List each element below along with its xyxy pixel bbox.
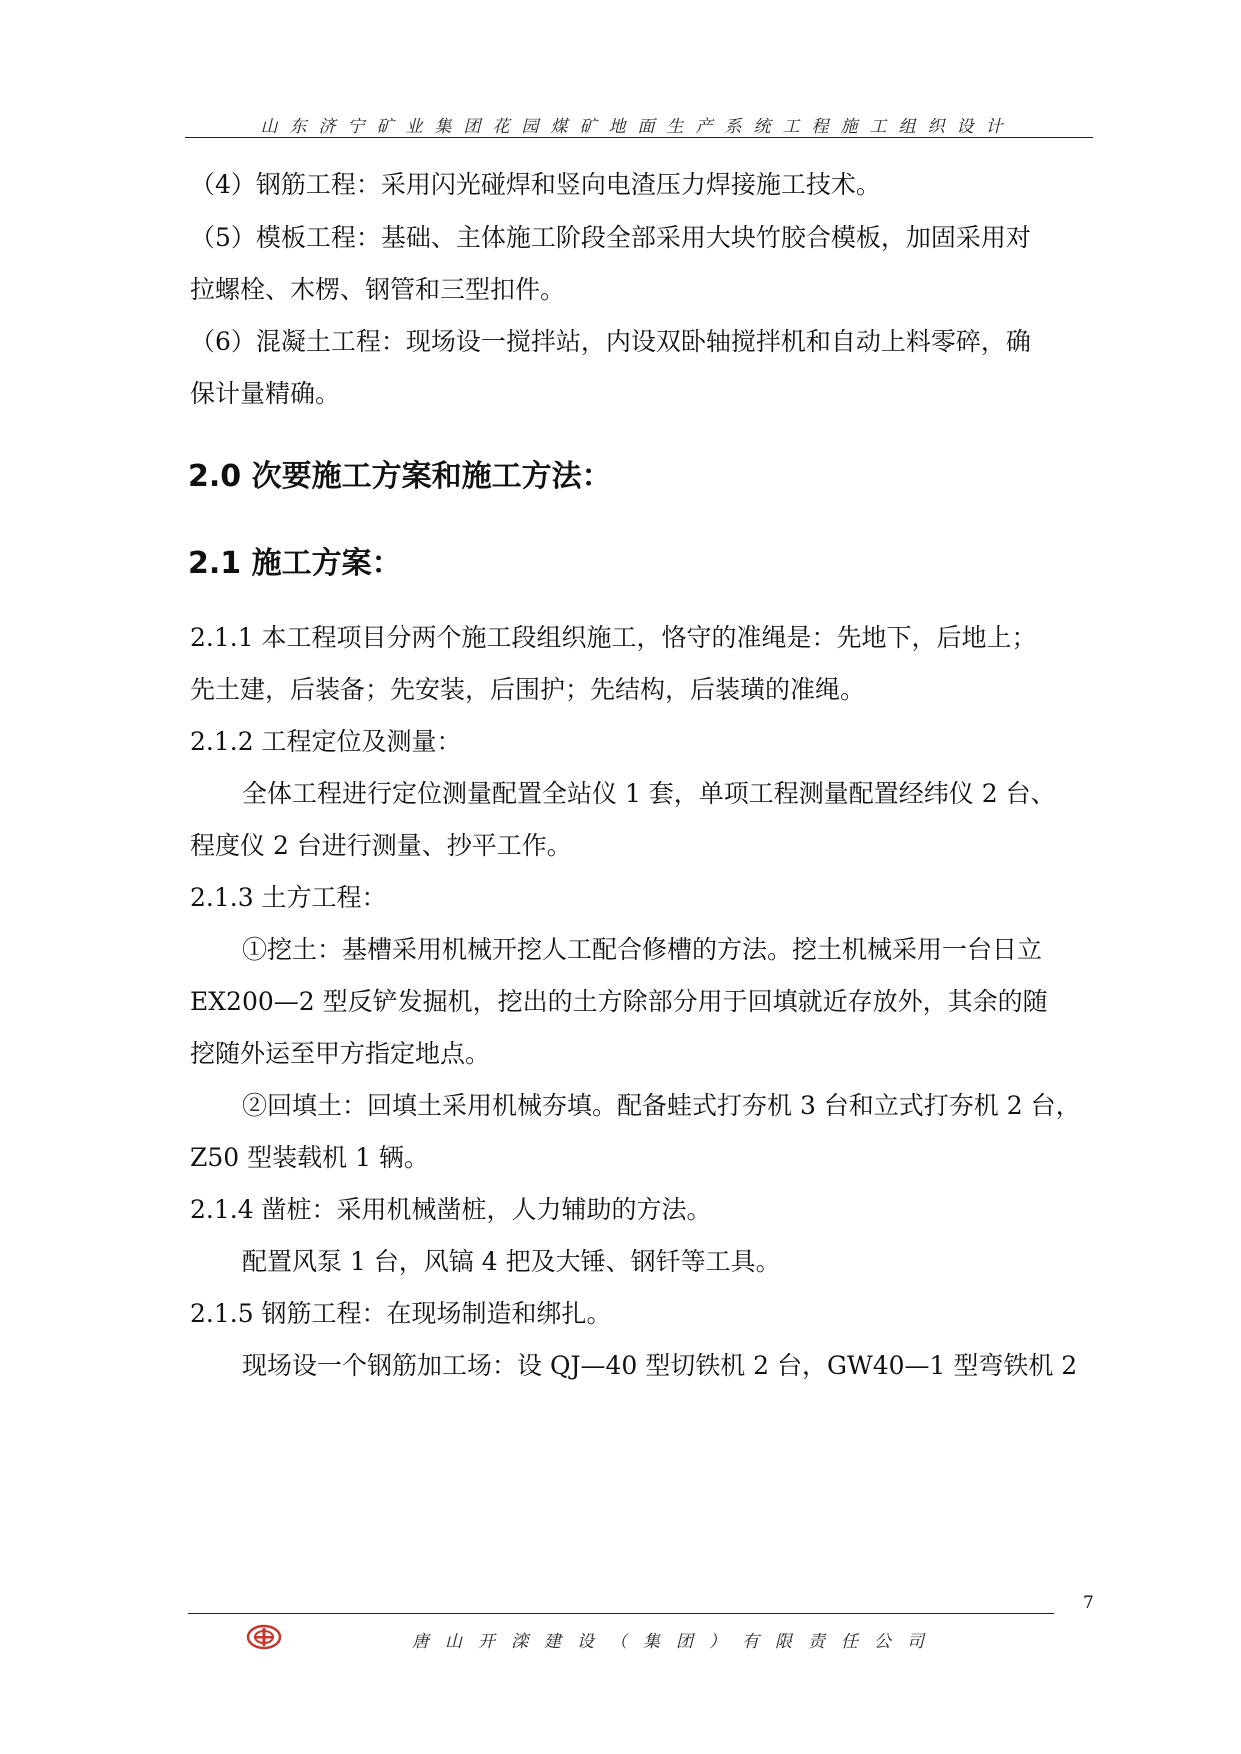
- section-2-1-3-a-line2: EX200—2 型反铲发掘机，挖出的土方除部分用于回填就近存放外，其余的随: [190, 987, 1048, 1016]
- section-2-1-3-a-line3: 挖随外运至甲方指定地点。: [190, 1039, 491, 1068]
- paragraph-item5-line2: 拉螺栓、木楞、钢管和三型扣件。: [190, 275, 566, 304]
- section-2-1-3-b-line1: ②回填土：回填土采用机械夯填。配备蛙式打夯机 3 台和立式打夯机 2 台，: [242, 1091, 1081, 1120]
- page-number: 7: [1083, 1593, 1094, 1613]
- section-2-1-3-b-line2: Z50 型装载机 1 辆。: [190, 1143, 429, 1172]
- section-2-1-4-title: 2.1.4 凿桩：采用机械凿桩，人力辅助的方法。: [190, 1195, 712, 1224]
- section-2-1-5-line1: 现场设一个钢筋加工场：设 QJ—40 型切铁机 2 台，GW40—1 型弯铁机 2: [242, 1351, 1078, 1380]
- paragraph-item5-line1: （5）模板工程：基础、主体施工阶段全部采用大块竹胶合模板，加固采用对: [190, 223, 1031, 252]
- header-title: 山东济宁矿业集团花园煤矿地面生产系统工程施工组织设计: [260, 117, 1015, 137]
- section-2-1-1-line1: 2.1.1 本工程项目分两个施工段组织施工，恪守的准绳是：先地下，后地上；: [190, 623, 1037, 652]
- section-2-1-5-title: 2.1.5 钢筋工程：在现场制造和绑扎。: [190, 1299, 612, 1328]
- company-logo-icon: [246, 1624, 282, 1650]
- section-2-1-2-title: 2.1.2 工程定位及测量：: [190, 727, 462, 756]
- paragraph-item4: （4）钢筋工程：采用闪光碰焊和竖向电渣压力焊接施工技术。: [190, 170, 881, 199]
- heading-2-0: 2.0 次要施工方案和施工方法：: [188, 459, 612, 494]
- footer-rule: [188, 1613, 1054, 1614]
- section-2-1-3-a-line1: ①挖土：基槽采用机械开挖人工配合修槽的方法。挖土机械采用一台日立: [242, 935, 1043, 964]
- paragraph-item6-line1: （6）混凝土工程：现场设一搅拌站，内设双卧轴搅拌机和自动上料零碎，确: [190, 327, 1031, 356]
- section-2-1-1-line2: 先土建，后装备；先安装，后围护；先结构，后装璜的准绳。: [190, 675, 866, 704]
- header-rule: [185, 137, 1093, 138]
- paragraph-item6-line2: 保计量精确。: [190, 379, 341, 408]
- section-2-1-2-line2: 程度仪 2 台进行测量、抄平工作。: [190, 831, 572, 860]
- footer-company: 唐山开滦建设（集团）有限责任公司: [412, 1632, 940, 1652]
- heading-2-1: 2.1 施工方案：: [188, 546, 402, 581]
- section-2-1-2-line1: 全体工程进行定位测量配置全站仪 1 套，单项工程测量配置经纬仪 2 台、: [242, 779, 1056, 808]
- section-2-1-3-title: 2.1.3 土方工程：: [190, 883, 387, 912]
- section-2-1-4-line1: 配置风泵 1 台，风镐 4 把及大锤、钢钎等工具。: [242, 1247, 781, 1276]
